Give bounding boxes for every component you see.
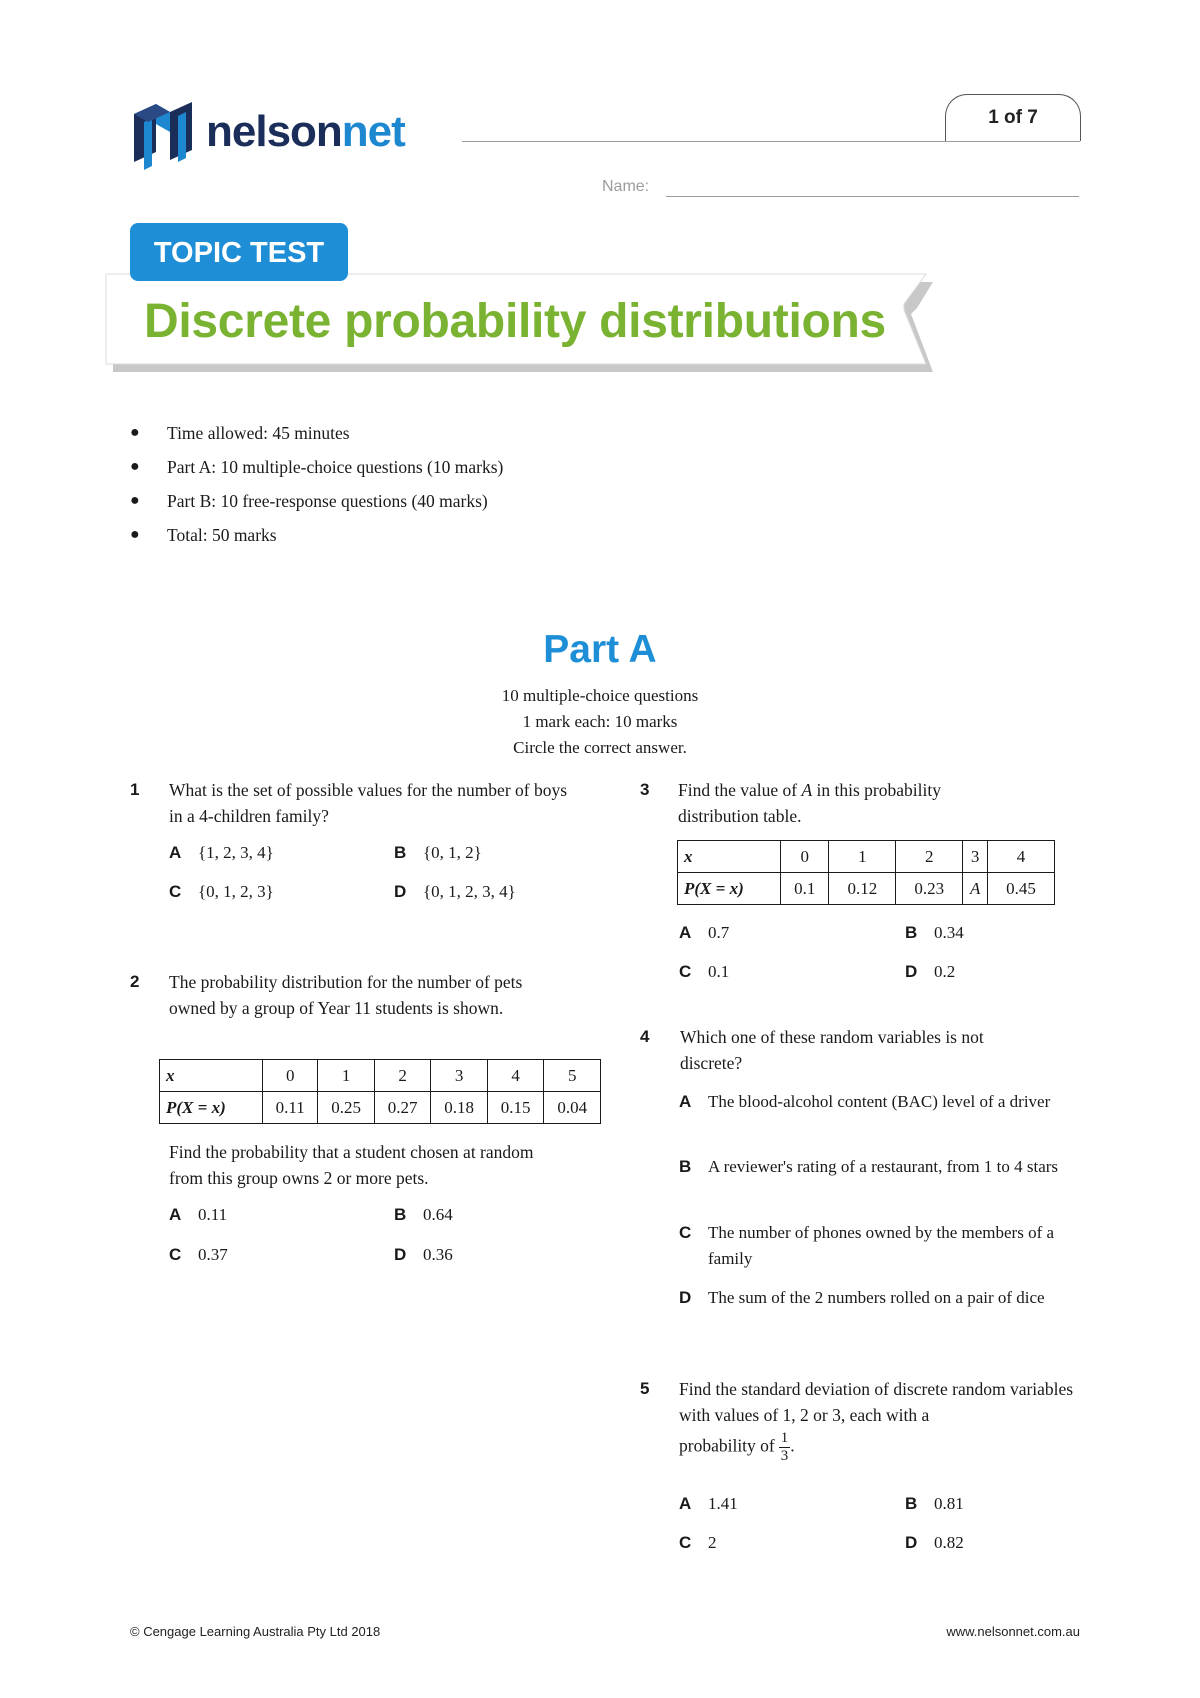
table-cell: 0 xyxy=(781,841,829,873)
part-a-line: 10 multiple-choice questions xyxy=(501,686,699,705)
q3-option-a[interactable]: A 0.7 xyxy=(679,923,730,942)
table-cell: 0.23 xyxy=(896,873,963,905)
table-row xyxy=(678,873,1055,905)
q4-option-d[interactable]: D The sum of the 2 numbers rolled on a pair of dice xyxy=(679,1288,1045,1307)
table-cell: 1 xyxy=(829,841,896,873)
table-cell: 0.1 xyxy=(781,873,829,905)
nelsonnet-logo xyxy=(130,92,405,172)
q4-option-c[interactable]: C The number of phones owned by the members of a family xyxy=(679,1223,1055,1268)
table-cell: 0.04 xyxy=(544,1092,601,1124)
table-cell: 0.12 xyxy=(829,873,896,905)
table-cell: 0.18 xyxy=(431,1092,488,1124)
q1-option-b[interactable]: B {0, 1, 2} xyxy=(394,843,482,862)
list-item: ● Time allowed: 45 minutes xyxy=(130,416,503,450)
q5-option-d[interactable]: D 0.82 xyxy=(905,1533,964,1552)
footer-website-link[interactable]: www.nelsonnet.com.au xyxy=(946,1624,1080,1639)
bullet-icon: ● xyxy=(130,424,140,441)
q2-option-b[interactable]: B 0.64 xyxy=(394,1205,453,1224)
bullet-icon: ● xyxy=(130,526,140,543)
bullet-icon: ● xyxy=(130,458,140,475)
q1-option-c[interactable]: C {0, 1, 2, 3} xyxy=(169,882,274,901)
table-header-p: P(X = x) xyxy=(160,1092,263,1124)
table-row xyxy=(160,1092,601,1124)
question-2-text: The probability distribution for the number of pets owned by a group of Year 11 students is shown. xyxy=(169,972,523,1018)
part-a-line: 1 mark each: 10 marks xyxy=(522,712,678,731)
table-cell: 0 xyxy=(263,1060,318,1092)
header-rule xyxy=(462,141,1080,142)
list-item: ● Part B: 10 free-response questions (40 marks) xyxy=(130,484,503,518)
q3-distribution-table xyxy=(677,840,1055,905)
table-row xyxy=(678,841,1055,873)
question-5-text: Find the standard deviation of discrete random variables with values of 1, 2 or 3, each with a xyxy=(679,1379,1074,1425)
q5-option-b[interactable]: B 0.81 xyxy=(905,1494,964,1513)
q1-option-d[interactable]: D {0, 1, 2, 3, 4} xyxy=(394,882,516,901)
table-cell: 0.27 xyxy=(374,1092,431,1124)
table-cell: 3 xyxy=(431,1060,488,1092)
q3-option-b[interactable]: B 0.34 xyxy=(905,923,964,942)
list-item: ● Total: 50 marks xyxy=(130,518,503,552)
q1-option-a[interactable]: A {1, 2, 3, 4} xyxy=(169,843,274,862)
page-title: Discrete probability distributions xyxy=(144,295,886,348)
question-number: 3 xyxy=(640,780,650,799)
q2-option-a[interactable]: A 0.11 xyxy=(169,1205,228,1224)
name-field[interactable] xyxy=(666,196,1079,197)
question-number: 2 xyxy=(130,972,140,991)
table-cell: 5 xyxy=(544,1060,601,1092)
table-cell: A xyxy=(963,873,988,905)
q4-option-b[interactable]: B A reviewer's rating of a restaurant, from 1 to 4 stars xyxy=(679,1157,1059,1176)
table-cell: 2 xyxy=(896,841,963,873)
table-cell: 0.45 xyxy=(988,873,1055,905)
question-number: 4 xyxy=(640,1027,650,1046)
topic-test-badge: TOPIC TEST xyxy=(130,223,348,281)
question-5-probability: probability of $\frac{1}{3}$ . xyxy=(679,1430,795,1464)
q2-option-c[interactable]: C 0.37 xyxy=(169,1245,228,1264)
question-number: 5 xyxy=(640,1379,650,1398)
fraction: $\frac{1}{3}$ xyxy=(780,1430,789,1464)
table-cell: 0.11 xyxy=(263,1092,318,1124)
table-cell: 3 xyxy=(963,841,988,873)
q5-option-c[interactable]: C 2 xyxy=(679,1533,717,1552)
table-header-x: x xyxy=(160,1060,263,1092)
question-2-followup: Find the probability that a student chosen at random from this group owns 2 or more pets. xyxy=(169,1142,534,1188)
question-number: 1 xyxy=(130,780,140,799)
question-4-text: Which one of these random variables is not discrete? xyxy=(680,1027,984,1073)
table-cell: 0.15 xyxy=(487,1092,544,1124)
brand-part1: nelson xyxy=(206,107,342,156)
q2-distribution-table xyxy=(159,1059,601,1124)
name-label: Name: xyxy=(602,178,650,195)
page-indicator: 1 of 7 xyxy=(945,94,1081,141)
part-a-title: Part A xyxy=(543,628,657,671)
question-3-text: Find the value of A in this probability distribution table. xyxy=(678,780,941,826)
brand-part2: net xyxy=(341,107,405,156)
table-header-x: x xyxy=(678,841,781,873)
test-info-list xyxy=(130,416,503,552)
nelsonnet-cube-icon xyxy=(130,92,202,172)
table-cell: 0.25 xyxy=(318,1092,375,1124)
bullet-icon: ● xyxy=(130,492,140,509)
table-cell: 1 xyxy=(318,1060,375,1092)
table-header-p: P(X = x) xyxy=(678,873,781,905)
q5-option-a[interactable]: A 1.41 xyxy=(679,1494,738,1513)
q2-option-d[interactable]: D 0.36 xyxy=(394,1245,453,1264)
table-cell: 4 xyxy=(988,841,1055,873)
q4-option-a[interactable]: A The blood-alcohol content (BAC) level of a driver xyxy=(679,1092,1051,1111)
question-1-text: What is the set of possible values for the number of boys in a 4-children family? xyxy=(169,780,568,826)
part-a-line: Circle the correct answer. xyxy=(513,738,687,757)
q3-option-c[interactable]: C 0.1 xyxy=(679,962,730,981)
table-row xyxy=(160,1060,601,1092)
list-item: ● Part A: 10 multiple-choice questions (10 marks) xyxy=(130,450,503,484)
table-cell: 4 xyxy=(487,1060,544,1092)
q3-option-d[interactable]: D 0.2 xyxy=(905,962,956,981)
footer-copyright: © Cengage Learning Australia Pty Ltd 2018 xyxy=(130,1624,381,1639)
table-cell: 2 xyxy=(374,1060,431,1092)
